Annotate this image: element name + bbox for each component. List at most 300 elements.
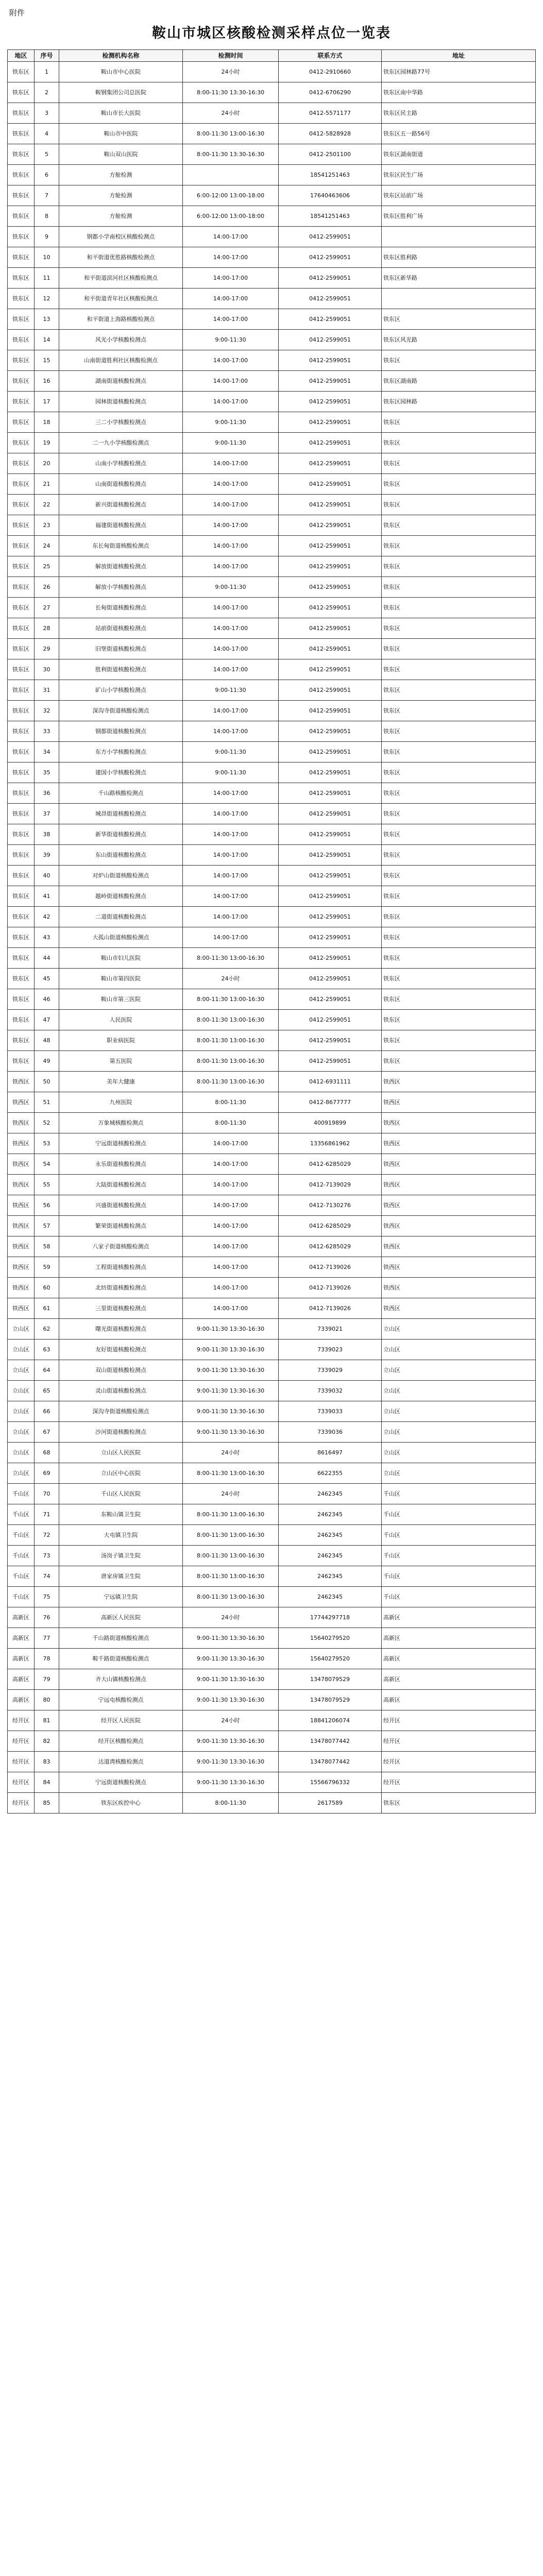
cell-institution: 千山路核酸检测点: [59, 783, 183, 804]
cell-hours: 14:00-17:00: [183, 268, 279, 289]
cell-address: 铁东区胜利路: [382, 247, 536, 268]
cell-district: 铁东区: [8, 577, 35, 598]
cell-institution: 方舱检测: [59, 185, 183, 206]
table-row: [8, 1175, 536, 1195]
cell-district: 铁东区: [8, 474, 35, 495]
cell-contact: 0412-2599051: [279, 659, 382, 680]
cell-district: 立山区: [8, 1401, 35, 1422]
cell-contact: 0412-6706290: [279, 82, 382, 103]
cell-contact: 0412-6285029: [279, 1216, 382, 1236]
cell-address: 铁东区: [382, 659, 536, 680]
cell-contact: 18541251463: [279, 206, 382, 227]
cell-index: 68: [35, 1443, 59, 1463]
cell-address: 铁东区: [382, 886, 536, 907]
cell-district: 铁西区: [8, 1278, 35, 1298]
cell-index: 57: [35, 1216, 59, 1236]
cell-district: 铁东区: [8, 989, 35, 1010]
cell-address: 铁东区: [382, 577, 536, 598]
cell-district: 铁东区: [8, 165, 35, 185]
cell-address: 铁东区胜利广场: [382, 206, 536, 227]
page-title: 鞍山市城区核酸检测采样点位一览表: [152, 25, 391, 41]
cell-institution: 鞍千路街道核酸检测点: [59, 1649, 183, 1669]
cell-contact: 7339029: [279, 1360, 382, 1381]
cell-institution: 和平街道滨河社区核酸检测点: [59, 268, 183, 289]
cell-institution: 经开区核酸检测点: [59, 1731, 183, 1752]
cell-contact: 17640463606: [279, 185, 382, 206]
cell-institution: 城昂街道核酸检测点: [59, 804, 183, 824]
header-institution: 检测机构名称: [59, 50, 183, 62]
cell-hours: 8:00-11:30 13:00-16:30: [183, 1463, 279, 1484]
cell-hours: 14:00-17:00: [183, 371, 279, 392]
cell-contact: 0412-2599051: [279, 577, 382, 598]
cell-contact: 0412-5828928: [279, 124, 382, 144]
table-row: [8, 1504, 536, 1525]
cell-institution: 第五医院: [59, 1051, 183, 1072]
cell-contact: 0412-2599051: [279, 556, 382, 577]
cell-institution: 山南街道胜利社区核酸检测点: [59, 350, 183, 371]
cell-institution: 解放街道核酸检测点: [59, 556, 183, 577]
cell-hours: 8:00-11:30 13:00-16:30: [183, 1051, 279, 1072]
cell-index: 6: [35, 165, 59, 185]
cell-district: 立山区: [8, 1381, 35, 1401]
cell-hours: 14:00-17:00: [183, 1278, 279, 1298]
cell-address: 铁东区湖南街道: [382, 144, 536, 165]
cell-index: 58: [35, 1236, 59, 1257]
cell-address: 铁西区: [382, 1298, 536, 1319]
cell-index: 49: [35, 1051, 59, 1072]
cell-hours: 9:00-11:30 13:30-16:30: [183, 1669, 279, 1690]
cell-index: 12: [35, 289, 59, 309]
cell-address: 铁东区新华路: [382, 268, 536, 289]
cell-district: 铁东区: [8, 371, 35, 392]
cell-contact: 0412-7130276: [279, 1195, 382, 1216]
cell-hours: 8:00-11:30: [183, 1092, 279, 1113]
cell-contact: 0412-2599051: [279, 845, 382, 866]
cell-contact: 0412-6931111: [279, 1072, 382, 1092]
cell-address: 铁东区: [382, 536, 536, 556]
cell-index: 61: [35, 1298, 59, 1319]
cell-district: 铁东区: [8, 886, 35, 907]
table-row: [8, 1566, 536, 1587]
cell-hours: 14:00-17:00: [183, 289, 279, 309]
cell-address: 立山区: [382, 1463, 536, 1484]
cell-contact: 0412-2599051: [279, 515, 382, 536]
cell-institution: 鞍山市第三医院: [59, 989, 183, 1010]
cell-hours: 14:00-17:00: [183, 639, 279, 659]
cell-district: 铁东区: [8, 927, 35, 948]
cell-district: 立山区: [8, 1443, 35, 1463]
cell-institution: 福建街道核酸检测点: [59, 515, 183, 536]
cell-contact: 2462345: [279, 1525, 382, 1546]
cell-district: 经开区: [8, 1731, 35, 1752]
cell-index: 83: [35, 1752, 59, 1772]
cell-index: 19: [35, 433, 59, 453]
cell-hours: 24小时: [183, 62, 279, 82]
table-row: [8, 762, 536, 783]
cell-index: 42: [35, 907, 59, 927]
table-row: [8, 721, 536, 742]
cell-district: 铁东区: [8, 536, 35, 556]
table-row: [8, 742, 536, 762]
cell-hours: 24小时: [183, 1484, 279, 1504]
table-row: [8, 1628, 536, 1649]
cell-hours: 14:00-17:00: [183, 350, 279, 371]
cell-hours: 14:00-17:00: [183, 1175, 279, 1195]
cell-index: 59: [35, 1257, 59, 1278]
cell-hours: 8:00-11:30 13:00-16:30: [183, 948, 279, 969]
cell-district: 铁西区: [8, 1195, 35, 1216]
cell-index: 8: [35, 206, 59, 227]
table-row: [8, 1772, 536, 1793]
cell-contact: 0412-2599051: [279, 618, 382, 639]
table-row: [8, 907, 536, 927]
cell-hours: 14:00-17:00: [183, 721, 279, 742]
cell-institution: 铁东区疾控中心: [59, 1793, 183, 1814]
table-row: [8, 289, 536, 309]
cell-district: 铁东区: [8, 598, 35, 618]
annex-label: 附件: [9, 8, 25, 18]
cell-contact: 0412-2599051: [279, 1010, 382, 1030]
header-district: 地区: [8, 50, 35, 62]
cell-contact: 0412-6285029: [279, 1154, 382, 1175]
table-row: [8, 268, 536, 289]
cell-hours: 9:00-11:30 13:30-16:30: [183, 1772, 279, 1793]
cell-institution: 达道湾核酸检测点: [59, 1752, 183, 1772]
cell-contact: 13478077442: [279, 1752, 382, 1772]
cell-institution: 立山区中心医院: [59, 1463, 183, 1484]
header-address: 地址: [382, 50, 536, 62]
cell-address: 铁东区站前广场: [382, 185, 536, 206]
cell-address: 铁东区湖南路: [382, 371, 536, 392]
cell-contact: 0412-2599051: [279, 762, 382, 783]
cell-district: 经开区: [8, 1710, 35, 1731]
table-row: [8, 165, 536, 185]
cell-address: [382, 289, 536, 309]
cell-institution: 鞍山市中医院: [59, 124, 183, 144]
cell-institution: 宁远街道核酸检测点: [59, 1133, 183, 1154]
cell-institution: 千山路街道核酸检测点: [59, 1628, 183, 1649]
cell-district: 经开区: [8, 1752, 35, 1772]
cell-institution: 园林街道核酸检测点: [59, 392, 183, 412]
cell-institution: 解放小学核酸检测点: [59, 577, 183, 598]
cell-index: 72: [35, 1525, 59, 1546]
cell-hours: 8:00-11:30: [183, 1793, 279, 1814]
cell-index: 60: [35, 1278, 59, 1298]
cell-hours: [183, 165, 279, 185]
cell-index: 46: [35, 989, 59, 1010]
cell-institution: 沙河街道核酸检测点: [59, 1422, 183, 1443]
cell-hours: 8:00-11:30 13:00-16:30: [183, 1010, 279, 1030]
cell-address: 千山区: [382, 1525, 536, 1546]
cell-hours: 14:00-17:00: [183, 536, 279, 556]
cell-contact: 2462345: [279, 1546, 382, 1566]
table-row: [8, 1710, 536, 1731]
cell-institution: 兴盛街道核酸检测点: [59, 1195, 183, 1216]
cell-index: 53: [35, 1133, 59, 1154]
cell-contact: 0412-2599051: [279, 783, 382, 804]
cell-institution: 宁远街道核酸检测点: [59, 1772, 183, 1793]
cell-index: 5: [35, 144, 59, 165]
cell-contact: 13478077442: [279, 1731, 382, 1752]
cell-hours: 14:00-17:00: [183, 515, 279, 536]
cell-district: 千山区: [8, 1525, 35, 1546]
cell-institution: 鞍钢集团公司总医院: [59, 82, 183, 103]
cell-contact: 0412-2599051: [279, 927, 382, 948]
cell-address: 立山区: [382, 1381, 536, 1401]
cell-contact: 0412-2599051: [279, 495, 382, 515]
table-row: [8, 824, 536, 845]
table-row: [8, 371, 536, 392]
table-row: [8, 804, 536, 824]
cell-address: 铁东区: [382, 453, 536, 474]
cell-hours: 14:00-17:00: [183, 247, 279, 268]
cell-institution: 九州医院: [59, 1092, 183, 1113]
cell-hours: 9:00-11:30 13:30-16:30: [183, 1381, 279, 1401]
cell-index: 84: [35, 1772, 59, 1793]
cell-address: 铁东区: [382, 701, 536, 721]
cell-contact: 0412-2599051: [279, 1030, 382, 1051]
cell-district: 铁东区: [8, 495, 35, 515]
cell-index: 1: [35, 62, 59, 82]
cell-index: 11: [35, 268, 59, 289]
cell-contact: 0412-2599051: [279, 907, 382, 927]
table-row: [8, 185, 536, 206]
cell-index: 80: [35, 1690, 59, 1710]
cell-address: 铁西区: [382, 1072, 536, 1092]
cell-index: 18: [35, 412, 59, 433]
cell-address: 立山区: [382, 1422, 536, 1443]
cell-contact: 7339032: [279, 1381, 382, 1401]
cell-hours: 9:00-11:30 13:30-16:30: [183, 1340, 279, 1360]
cell-institution: 深沟寺街道核酸检测点: [59, 1401, 183, 1422]
cell-contact: 0412-2599051: [279, 268, 382, 289]
cell-institution: 灵山街道核酸检测点: [59, 1381, 183, 1401]
cell-address: 高新区: [382, 1669, 536, 1690]
cell-index: 50: [35, 1072, 59, 1092]
cell-address: 立山区: [382, 1360, 536, 1381]
cell-district: 铁东区: [8, 1051, 35, 1072]
cell-address: 铁西区: [382, 1278, 536, 1298]
table-row: [8, 1525, 536, 1546]
cell-hours: 8:00-11:30: [183, 1113, 279, 1133]
cell-institution: 鞍山市长大医院: [59, 103, 183, 124]
cell-hours: 9:00-11:30 13:30-16:30: [183, 1401, 279, 1422]
cell-contact: 0412-2599051: [279, 392, 382, 412]
cell-institution: 和平街道青年社区核酸检测点: [59, 289, 183, 309]
cell-address: 千山区: [382, 1587, 536, 1607]
cell-district: 铁西区: [8, 1257, 35, 1278]
cell-address: 铁东区风光路: [382, 330, 536, 350]
cell-district: 铁东区: [8, 330, 35, 350]
cell-index: 69: [35, 1463, 59, 1484]
cell-district: 铁东区: [8, 309, 35, 330]
cell-index: 44: [35, 948, 59, 969]
header-contact: 联系方式: [279, 50, 382, 62]
cell-hours: 9:00-11:30: [183, 762, 279, 783]
cell-district: 立山区: [8, 1463, 35, 1484]
cell-address: 千山区: [382, 1484, 536, 1504]
cell-district: 经开区: [8, 1793, 35, 1814]
cell-hours: 14:00-17:00: [183, 474, 279, 495]
cell-district: 铁东区: [8, 556, 35, 577]
cell-address: 铁东区: [382, 762, 536, 783]
cell-institution: 方舱检测: [59, 206, 183, 227]
cell-contact: 0412-2599051: [279, 866, 382, 886]
cell-index: 22: [35, 495, 59, 515]
cell-index: 4: [35, 124, 59, 144]
cell-district: 铁西区: [8, 1113, 35, 1133]
cell-address: 立山区: [382, 1443, 536, 1463]
table-row: [8, 1154, 536, 1175]
cell-district: 经开区: [8, 1772, 35, 1793]
cell-address: 经开区: [382, 1752, 536, 1772]
cell-address: 铁西区: [382, 1236, 536, 1257]
cell-index: 51: [35, 1092, 59, 1113]
table-row: [8, 515, 536, 536]
cell-institution: 大孤山街道核酸检测点: [59, 927, 183, 948]
cell-district: 铁东区: [8, 62, 35, 82]
table-row: [8, 412, 536, 433]
cell-address: 铁东区: [382, 598, 536, 618]
cell-index: 32: [35, 701, 59, 721]
cell-index: 24: [35, 536, 59, 556]
cell-contact: 0412-2599051: [279, 886, 382, 907]
cell-address: 铁西区: [382, 1175, 536, 1195]
cell-contact: 13356861962: [279, 1133, 382, 1154]
cell-address: 铁东区: [382, 845, 536, 866]
cell-contact: 13478079529: [279, 1669, 382, 1690]
cell-institution: 繁荣街道核酸检测点: [59, 1216, 183, 1236]
table-row: [8, 1113, 536, 1133]
table-row: [8, 1401, 536, 1422]
cell-contact: 2462345: [279, 1587, 382, 1607]
table-row: [8, 1463, 536, 1484]
cell-institution: 鞍山市中心医院: [59, 62, 183, 82]
cell-index: 56: [35, 1195, 59, 1216]
cell-hours: 9:00-11:30: [183, 680, 279, 701]
table-row: [8, 1195, 536, 1216]
cell-contact: 7339036: [279, 1422, 382, 1443]
table-row: [8, 247, 536, 268]
table-row: [8, 330, 536, 350]
table-row: [8, 1257, 536, 1278]
table-row: [8, 556, 536, 577]
cell-institution: 曙光街道核酸检测点: [59, 1319, 183, 1340]
cell-institution: 钢都小学南校区核酸检测点: [59, 227, 183, 247]
cell-hours: 14:00-17:00: [183, 804, 279, 824]
cell-district: 铁东区: [8, 845, 35, 866]
cell-address: 高新区: [382, 1607, 536, 1628]
table-row: [8, 1030, 536, 1051]
cell-hours: 14:00-17:00: [183, 1216, 279, 1236]
cell-hours: 14:00-17:00: [183, 659, 279, 680]
table-row: [8, 495, 536, 515]
cell-address: 铁东区: [382, 350, 536, 371]
cell-address: 铁东区: [382, 618, 536, 639]
cell-district: 铁东区: [8, 907, 35, 927]
table-row: [8, 577, 536, 598]
cell-hours: 14:00-17:00: [183, 783, 279, 804]
cell-district: 高新区: [8, 1690, 35, 1710]
cell-address: 铁东区: [382, 866, 536, 886]
cell-hours: 8:00-11:30 13:30-16:30: [183, 144, 279, 165]
cell-institution: 长甸街道核酸检测点: [59, 598, 183, 618]
cell-institution: 东山街道核酸检测点: [59, 845, 183, 866]
cell-contact: 0412-2599051: [279, 247, 382, 268]
cell-hours: 14:00-17:00: [183, 556, 279, 577]
cell-contact: 15640279520: [279, 1649, 382, 1669]
table-row: [8, 206, 536, 227]
cell-index: 54: [35, 1154, 59, 1175]
cell-district: 铁东区: [8, 639, 35, 659]
table-row: [8, 886, 536, 907]
cell-index: 31: [35, 680, 59, 701]
table-row: [8, 1422, 536, 1443]
table-row: [8, 350, 536, 371]
cell-hours: 14:00-17:00: [183, 886, 279, 907]
cell-index: 15: [35, 350, 59, 371]
cell-institution: 鞍山市妇儿医院: [59, 948, 183, 969]
cell-contact: 0412-7139026: [279, 1257, 382, 1278]
cell-institution: 和平街道上海路核酸检测点: [59, 309, 183, 330]
cell-institution: 鞍山市第四医院: [59, 969, 183, 989]
cell-district: 高新区: [8, 1607, 35, 1628]
cell-hours: 24小时: [183, 1607, 279, 1628]
table-body: [8, 62, 536, 1814]
cell-contact: 18541251463: [279, 165, 382, 185]
cell-address: 铁东区: [382, 804, 536, 824]
table-row: [8, 227, 536, 247]
cell-hours: 9:00-11:30: [183, 742, 279, 762]
cell-index: 63: [35, 1340, 59, 1360]
cell-address: 铁东区园林路: [382, 392, 536, 412]
cell-hours: 14:00-17:00: [183, 598, 279, 618]
table-row: [8, 948, 536, 969]
cell-hours: 6:00-12:00 13:00-18:00: [183, 185, 279, 206]
cell-district: 铁东区: [8, 124, 35, 144]
cell-hours: 14:00-17:00: [183, 309, 279, 330]
cell-district: 铁东区: [8, 721, 35, 742]
table-row: [8, 433, 536, 453]
cell-hours: 14:00-17:00: [183, 1298, 279, 1319]
cell-index: 17: [35, 392, 59, 412]
cell-district: 铁东区: [8, 969, 35, 989]
cell-index: 7: [35, 185, 59, 206]
cell-institution: 建国小学核酸检测点: [59, 762, 183, 783]
cell-district: 铁东区: [8, 433, 35, 453]
cell-contact: 0412-2599051: [279, 989, 382, 1010]
cell-institution: 二一九小学核酸检测点: [59, 433, 183, 453]
table-row: [8, 1546, 536, 1566]
cell-index: 26: [35, 577, 59, 598]
cell-hours: 8:00-11:30 13:00-16:30: [183, 989, 279, 1010]
cell-district: 铁东区: [8, 948, 35, 969]
cell-address: 铁东区: [382, 309, 536, 330]
cell-address: 铁东区: [382, 433, 536, 453]
table-row: [8, 1587, 536, 1607]
cell-district: 铁西区: [8, 1072, 35, 1092]
cell-hours: 14:00-17:00: [183, 618, 279, 639]
cell-district: 高新区: [8, 1669, 35, 1690]
table-row: [8, 783, 536, 804]
cell-contact: 0412-2910660: [279, 62, 382, 82]
cell-institution: 矿山小学核酸检测点: [59, 680, 183, 701]
cell-contact: 0412-2599051: [279, 948, 382, 969]
cell-hours: 9:00-11:30 13:30-16:30: [183, 1752, 279, 1772]
cell-index: 27: [35, 598, 59, 618]
cell-district: 铁东区: [8, 103, 35, 124]
table-row: [8, 1278, 536, 1298]
